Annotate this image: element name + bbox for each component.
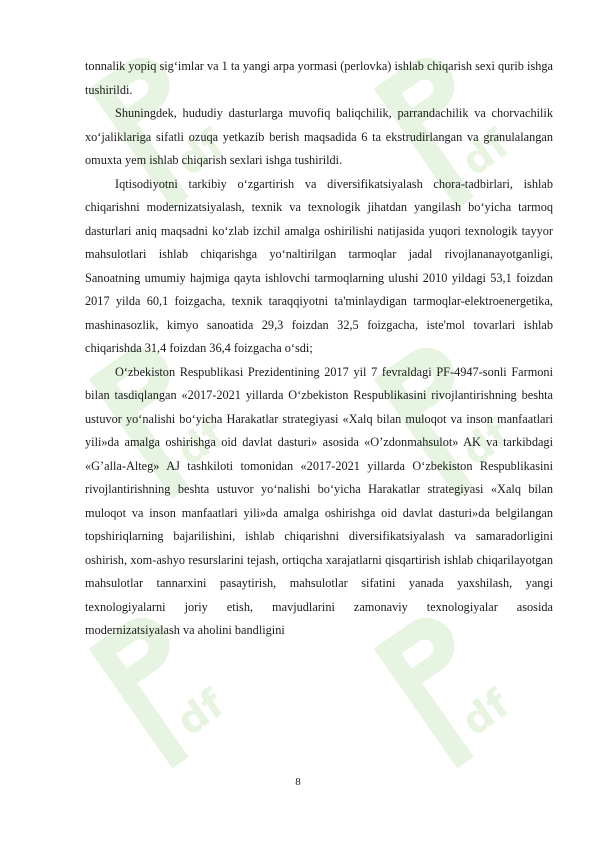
svg-text:df: df [168, 681, 233, 746]
page-number: 8 [295, 776, 301, 788]
paragraph: tonnalik yopiq sig‘imlar va 1 ta yangi arpa yormasi (perlovka) ishlab chiqarish sexi qurib ishga tushirildi. [85, 59, 553, 97]
paragraph: Iqtisodiyotni tarkibiy o‘zgartirish va diversifikatsiyalash chora-tadbirlari, ishlab chiqarishni modernizatsiyalash, texnik va texnologik jihatdan yangilash bo‘yicha tarmoq dasturlari aniq maqsadni ko‘zlab izchil amalga oshirilishi natijasida yuqori texnologik tayyor mahsulotlari ishlab chiqarishga yo‘naltirilgan tarmoqlar jadal rivojlananayotganligi, Sanoatning umumiy hajmiga qayta ishlovchi tarmoqlarning ulushi 2010 yildagi 53,1 foizdan 2017 yilda 60,1 foizgacha, texnik taraqqiyotni ta'minlaydigan tarmoqlar-elektroenergetika, mashinasozlik, kimyo sanoatida 29,3 foizdan 32,5 foizgacha, iste'mol tovarlari ishlab chiqarishda 31,4 foizdan 36,4 foizgacha o‘sdi; [85, 176, 553, 355]
svg-text:df: df [453, 411, 518, 476]
svg-text:df: df [168, 411, 233, 476]
paragraph: O‘zbekiston Respublikasi Prezidentining 2017 yil 7 fevraldagi PF-4947-sonli Farmoni bilan tasdiqlangan «2017-2021 yillarda O‘zbekiston Respublikasini rivojlantirishning beshta ustuvor yo‘nalishi bo‘yicha Harakatlar strategiyasi «Xalq bilan muloqot va inson manfaatlari yili»da amalga oshirishga oid davlat dasturi» asosida «O’zdonmahsulot» AK va tarkibdagi «G’alla-Alteg» AJ tashkiloti tomonidan «2017-2021 yillarda O‘zbekiston Respublikasini rivojlantirishning beshta ustuvor yo‘nalishi bo‘yicha Harakatlar strategiyasi «Xalq bilan muloqot va inson manfaatlari yili»da amalga oshirishga oid davlat dasturi»da belgilangan topshiriqlarning bajarilishini, ishlab chiqarishni diversifikatsiyalash va samaradorligini oshirish, xom-ashyo resurslarini tejash, ortiqcha xarajatlarni qisqartirish ishlab chiqarilayotgan mahsulotlar tannarxini pasaytirish, mahsulotlar sifatini yanada yaxshilash, yangi texnologiyalarni joriy etish, mavjudlarini zamonaviy texnologiyalar asosida modernizatsiyalash va aholini bandligini [85, 364, 553, 637]
paragraph: Shuningdek, hududiy dasturlarga muvofiq baliqchilik, parrandachilik va chorvachilik xo‘jaliklariga sifatli ozuqa yetkazib berish maqsadida 6 ta ekstrudirlangan va granulalangan omuxta yem ishlab chiqarish sexlari ishga tushirildi. [85, 106, 553, 167]
svg-text:df: df [168, 121, 233, 186]
svg-text:df: df [453, 681, 518, 746]
body-text [85, 55, 553, 643]
svg-text:df: df [453, 121, 518, 186]
